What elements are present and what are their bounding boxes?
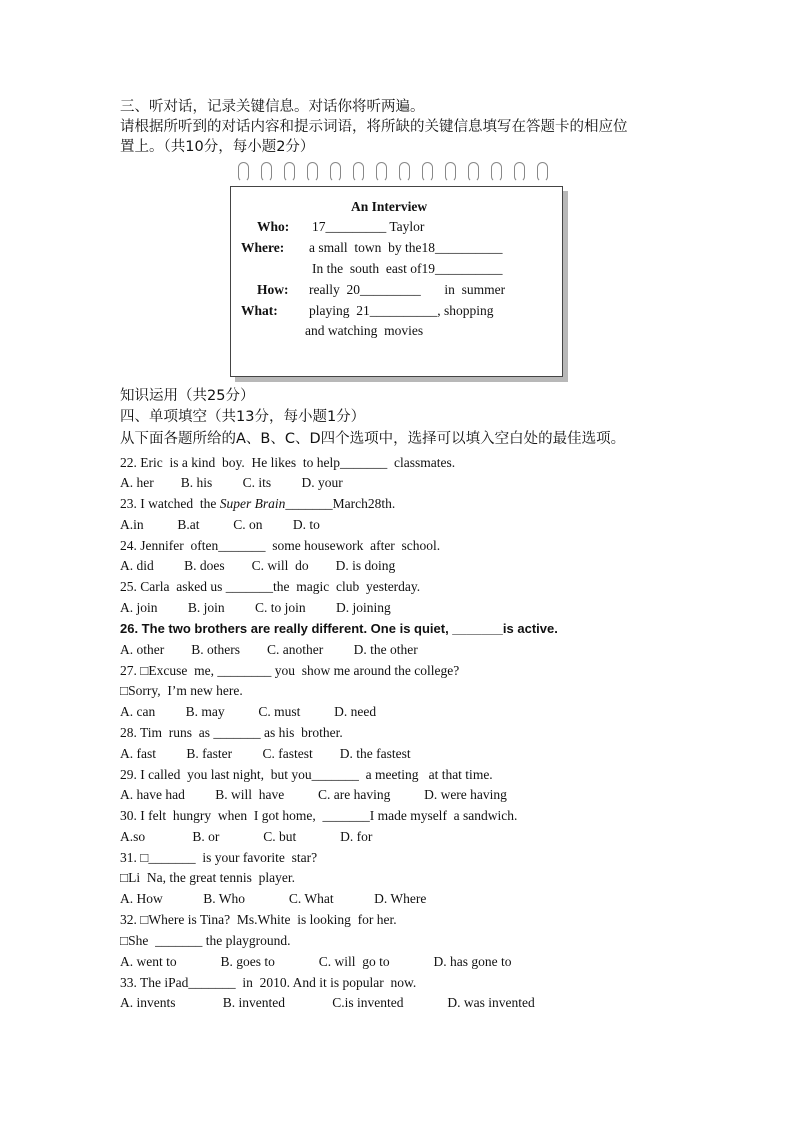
spiral-ring-icon xyxy=(491,162,502,182)
spiral-ring-icon xyxy=(376,162,387,182)
question-options: A. join B. join C. to join D. joining xyxy=(120,600,391,615)
what-value-1: playing 21__________, shopping xyxy=(309,303,494,318)
question-options: A. have had B. will have C. are having D. were having xyxy=(120,787,507,802)
listening-instruction-line1: 请根据所听到的对话内容和提示词语，将所缺的关键信息填写在答题卡的相应位 xyxy=(120,119,628,135)
what-label: What: xyxy=(241,303,278,318)
question-text: 28. Tim runs as _______ as his brother. xyxy=(120,725,343,740)
where-value-1: a small town by the18__________ xyxy=(309,240,503,255)
spiral-ring-icon xyxy=(422,162,433,182)
spiral-ring-icon xyxy=(537,162,548,182)
question-text: 24. Jennifer often_______ some housework after school. xyxy=(120,538,441,553)
question-options: A. How B. Who C. What D. Where xyxy=(120,891,427,906)
how-label: How: xyxy=(257,282,289,297)
question-options: A. did B. does C. will do D. is doing xyxy=(120,558,396,573)
question-text: 32. □Where is Tina? Ms.White is looking for her. xyxy=(120,912,397,927)
question-text: 33. The iPad_______ in 2010. And it is popular now. xyxy=(120,975,417,990)
question-text: 30. I felt hungry when I got home, _______I made myself a sandwich. xyxy=(120,808,518,823)
question-options: A. fast B. faster C. fastest D. the fastest xyxy=(120,746,411,761)
question-text: 22. Eric is a kind boy. He likes to help_______ classmates. xyxy=(120,455,456,470)
question-reply: □Li Na, the great tennis player. xyxy=(120,870,295,885)
where-value-2: In the south east of19__________ xyxy=(312,261,503,276)
spiral-ring-icon xyxy=(284,162,295,182)
single-choice-heading: 四、单项填空（共13分，每小题1分） xyxy=(120,409,366,425)
question-text: 25. Carla asked us _______the magic club yesterday. xyxy=(120,579,421,594)
spiral-ring-icon xyxy=(514,162,525,182)
question-text: 23. I watched the Super Brain_______March28th. xyxy=(120,496,396,511)
single-choice-instruction: 从下面各题所给的A、B、C、D四个选项中，选择可以填入空白处的最佳选项。 xyxy=(120,431,626,447)
spiral-ring-icon xyxy=(399,162,410,182)
question-text: 26. The two brothers are really different. One is quiet, _______is active. xyxy=(120,621,558,636)
knowledge-heading: 知识运用（共25分） xyxy=(120,388,255,404)
spiral-ring-icon xyxy=(445,162,456,182)
who-label: Who: xyxy=(257,219,290,234)
question-options: A. her B. his C. its D. your xyxy=(120,475,343,490)
question-options: A.in B.at C. on D. to xyxy=(120,517,320,532)
how-value: really 20_________ in summer xyxy=(309,282,506,297)
question-reply: □Sorry, I’m new here. xyxy=(120,683,243,698)
interview-title: An Interview xyxy=(351,199,428,214)
question-options: A.so B. or C. but D. for xyxy=(120,829,373,844)
question-options: A. went to B. goes to C. will go to D. has gone to xyxy=(120,954,512,969)
spiral-ring-icon xyxy=(307,162,318,182)
question-reply: □She _______ the playground. xyxy=(120,933,291,948)
question-text: 27. □Excuse me, ________ you show me around the college? xyxy=(120,663,460,678)
question-text: 29. I called you last night, but you_______ a meeting at that time. xyxy=(120,767,493,782)
question-options: A. can B. may C. must D. need xyxy=(120,704,377,719)
listening-instruction-line2: 置上。（共10分，每小题2分） xyxy=(120,139,315,155)
what-value-2: and watching movies xyxy=(305,323,424,338)
spiral-ring-icon xyxy=(330,162,341,182)
spiral-ring-icon xyxy=(238,162,249,182)
who-value: 17_________ Taylor xyxy=(312,219,425,234)
question-options: A. other B. others C. another D. the other xyxy=(120,642,418,657)
listening-heading: 三、听对话，记录关键信息。对话你将听两遍。 xyxy=(120,99,425,115)
question-options: A. invents B. invented C.is invented D. was invented xyxy=(120,995,535,1010)
spiral-ring-icon xyxy=(261,162,272,182)
question-text: 31. □_______ is your favorite star? xyxy=(120,850,318,865)
spiral-binding xyxy=(230,162,563,188)
where-label: Where: xyxy=(241,240,285,255)
spiral-ring-icon xyxy=(353,162,364,182)
spiral-ring-icon xyxy=(468,162,479,182)
